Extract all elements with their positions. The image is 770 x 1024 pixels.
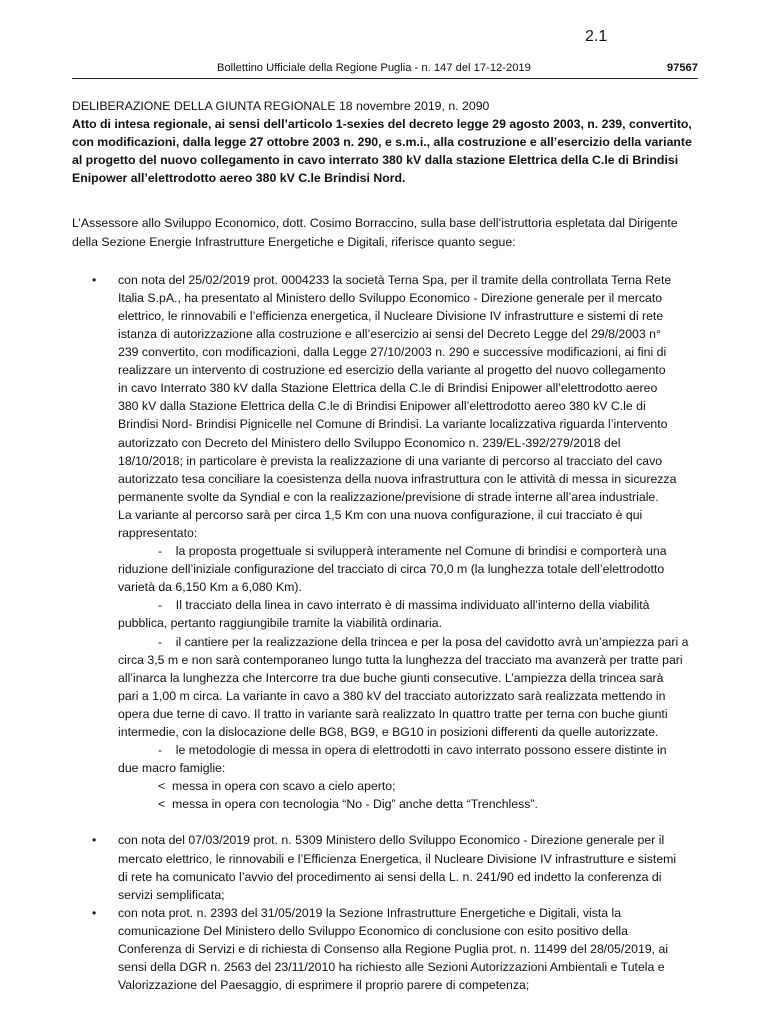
sub-line: il cantiere per la realizzazione della trincea e per la posa del cavidotto avrà un’ampiezza pari a [175,634,689,649]
bulletin-title: Bollettino Ufficiale della Regione Puglia - n. 147 del 17-12-2019 [217,62,531,74]
bullet-line: mercato elettrico, le rinnovabili e l’Efficienza Energetica, il Nucleare Divisione IV infrastrutture e sistemi [118,851,677,866]
document-body [72,97,698,994]
sub-item-project-proposal [118,542,698,596]
dash-icon: - [158,634,163,649]
sub-line: opera due terne di cavo. Il tratto in variante sarà realizzato In quattro tratte per terna con buche giunti [118,706,668,721]
sub-item-methodologies [118,741,698,813]
sub-line: due macro famiglie: [118,761,226,776]
bullet-line: realizzare un intervento di costruzione ed esercizio della variante al progetto del nuovo collegamento [118,363,666,378]
intro-line: L’Assessore allo Sviluppo Economico, dott. Cosimo Borraccino, sulla base dell’istruttoria espletata dal Dirigente [72,216,678,231]
bullet-line: rappresentato: [118,525,198,540]
sub-line: pubblica, pertanto raggiungibile tramite la viabilità ordinaria. [118,616,443,631]
arrow-item-text: messa in opera con tecnologia “No - Dig” anche detta “Trenchless”. [172,797,538,812]
bulletin-page-number: 97567 [666,62,698,74]
bullet-line: Italia S.pA., ha presentato al Ministero dello Sviluppo Economico - Direzione generale per il mercato [118,290,663,305]
intro-paragraph [72,214,698,250]
bullet-item-terna-request [72,271,698,814]
arrow-item-open-trench [118,777,698,795]
bullet-icon: • [92,272,97,287]
bulletin-header [72,62,698,79]
arrow-icon: < [158,797,166,812]
bullet-line: con nota del 25/02/2019 prot. 0004233 la società Terna Spa, per il tramite della controllata Terna Rete [118,272,672,287]
bullet-line: istanza di autorizzazione alla costruzione e all’esercizio ai sensi del Decreto Legge del 29/8/2003 n° [118,326,661,341]
bullet-line: con nota del 07/03/2019 prot. n. 5309 Ministero dello Sviluppo Economico - Direzione generale per il [118,833,665,848]
arrow-item-trenchless [118,795,698,813]
sub-item-route [118,596,698,632]
subject-line: Enipower all’elettrodotto aereo 380 kV C.le Brindisi Nord. [72,171,406,186]
intro-line: della Sezione Energie Infrastrutture Energetiche e Digitali, riferisce quanto segue: [72,234,516,249]
bullet-line: Valorizzazione del Paesaggio, di esprimere il proprio parere di competenza; [118,978,530,993]
arrow-icon: < [158,779,166,794]
sub-line: circa 3,5 m e non sarà contemporaneo lungo tutta la lunghezza del tracciato ma avanzerà per tratte pari [118,652,683,667]
page-corner-number: 2.1 [585,28,608,45]
bullet-line: sensi della DGR n. 2563 del 23/11/2010 ha richiesto alle Sezioni Autorizzazioni Ambientali e Tutela e [118,960,665,975]
bullet-line: permanente svolte da Syndial e con la realizzazione/previsione di strade interne all’area industriale. [118,489,659,504]
subject-line: Atto di intesa regionale, ai sensi dell’articolo 1-sexies del decreto legge 29 agosto 2003, n. 239, convertito, [72,117,692,132]
dash-icon: - [158,598,163,613]
arrow-item-text: messa in opera con scavo a cielo aperto; [172,779,396,794]
deliberation-heading: DELIBERAZIONE DELLA GIUNTA REGIONALE 18 novembre 2019, n. 2090 [72,99,490,113]
bullet-line: autorizzato tesa conciliare la coesistenza della nuova infrastruttura con le attività di messa in sicurezza [118,471,677,486]
dash-icon: - [158,743,163,758]
bullet-line: autorizzato con Decreto del Ministero dello Sviluppo Economico n. 239/EL-392/279/2018 del [118,435,621,450]
sub-item-construction-site [118,633,698,742]
bullet-line: elettrico, le rinnovabili e l’efficienza energetica, il Nucleare Divisione IV infrastrutture e sistemi di rete [118,308,664,323]
bullet-item-ministry-notice [72,831,698,903]
bullet-line: con nota prot. n. 2393 del 31/05/2019 la Sezione Infrastrutture Energetiche e Digitali, vista la [118,905,622,920]
sub-line: le metodologie di messa in opera di elettrodotti in cavo interrato possono essere distinte in [175,743,667,758]
bullet-line: comunicazione Del Ministero dello Sviluppo Economico di conclusione con esito positivo della [118,923,628,938]
deliberation-subject [72,115,698,187]
sub-line: intermedie, con la dislocazione delle BG8, BG9, e BG10 in posizioni differenti da quelle autorizzate. [118,725,659,739]
bullet-line: Conferenza di Servizi e di richiesta di Consenso alla Regione Puglia prot. n. 11499 del 28/05/2019, ai [118,942,669,957]
bullet-line: Brindisi Nord- Brindisi Pignicelle nel Comune di Brindisi. La variante localizzativa riguarda l’intervento [118,417,668,432]
sub-line: varietà da 6,150 Km a 6,080 Km). [118,580,302,595]
dash-icon: - [158,544,163,559]
sub-line: riduzione dell’iniziale configurazione del tracciato di circa 70,0 m (la lunghezza totale dell’elettrodotto [118,562,665,577]
bullet-line: servizi semplificata; [118,887,225,902]
subject-line: al progetto del nuovo collegamento in cavo interrato 380 kV dalla stazione Elettrica della C.le di Brindisi [72,153,679,168]
subject-line: con modificazioni, dalla legge 27 ottobre 2003 n. 290, e s.m.i., alla costruzione e all’esercizio della variante [72,135,692,150]
sub-line: la proposta progettuale si svilupperà interamente nel Comune di brindisi e comporterà una [175,544,667,559]
bullet-line: in cavo Interrato 380 kV dalla Stazione Elettrica della C.le di Brindisi Enipower all’elettrodotto aereo [118,381,658,396]
bullet-item-region-request [72,904,698,994]
sub-line: pari a 1,00 m circa. La variante in cavo a 380 kV del tracciato autorizzato sarà realizzata mettendo in [118,688,666,703]
sub-line: all’inarca la lunghezza che Intercorre tra due buche giunti consecutive. L’ampiezza della trincea sarà [118,670,664,685]
bullet-line: 239 convertito, con modificazioni, dalla Legge 27/10/2003 n. 290 e successive modificazioni, ai fini di [118,345,667,360]
bullet-icon: • [92,905,97,920]
bullet-icon: • [92,833,97,848]
sub-line: Il tracciato della linea in cavo interrato è di massima individuato all’interno della viabilità [175,598,650,613]
bullet-line: 380 kV dalla Stazione Elettrica della C.le di Brindisi Enipower all’elettrodotto aereo 380 kV C.le di [118,399,646,414]
bullet-line: La variante al percorso sarà per circa 1,5 Km con una nuova configurazione, il cui tracciato è qui [118,507,643,522]
bullet-line: di rete ha comunicato l’avvio del procedimento ai sensi della L. n. 241/90 ed indetto la conferenza di [118,869,662,884]
bullet-line: 18/10/2018; in particolare è prevista la realizzazione di una variante di percorso al tracciato del cavo [118,453,663,468]
